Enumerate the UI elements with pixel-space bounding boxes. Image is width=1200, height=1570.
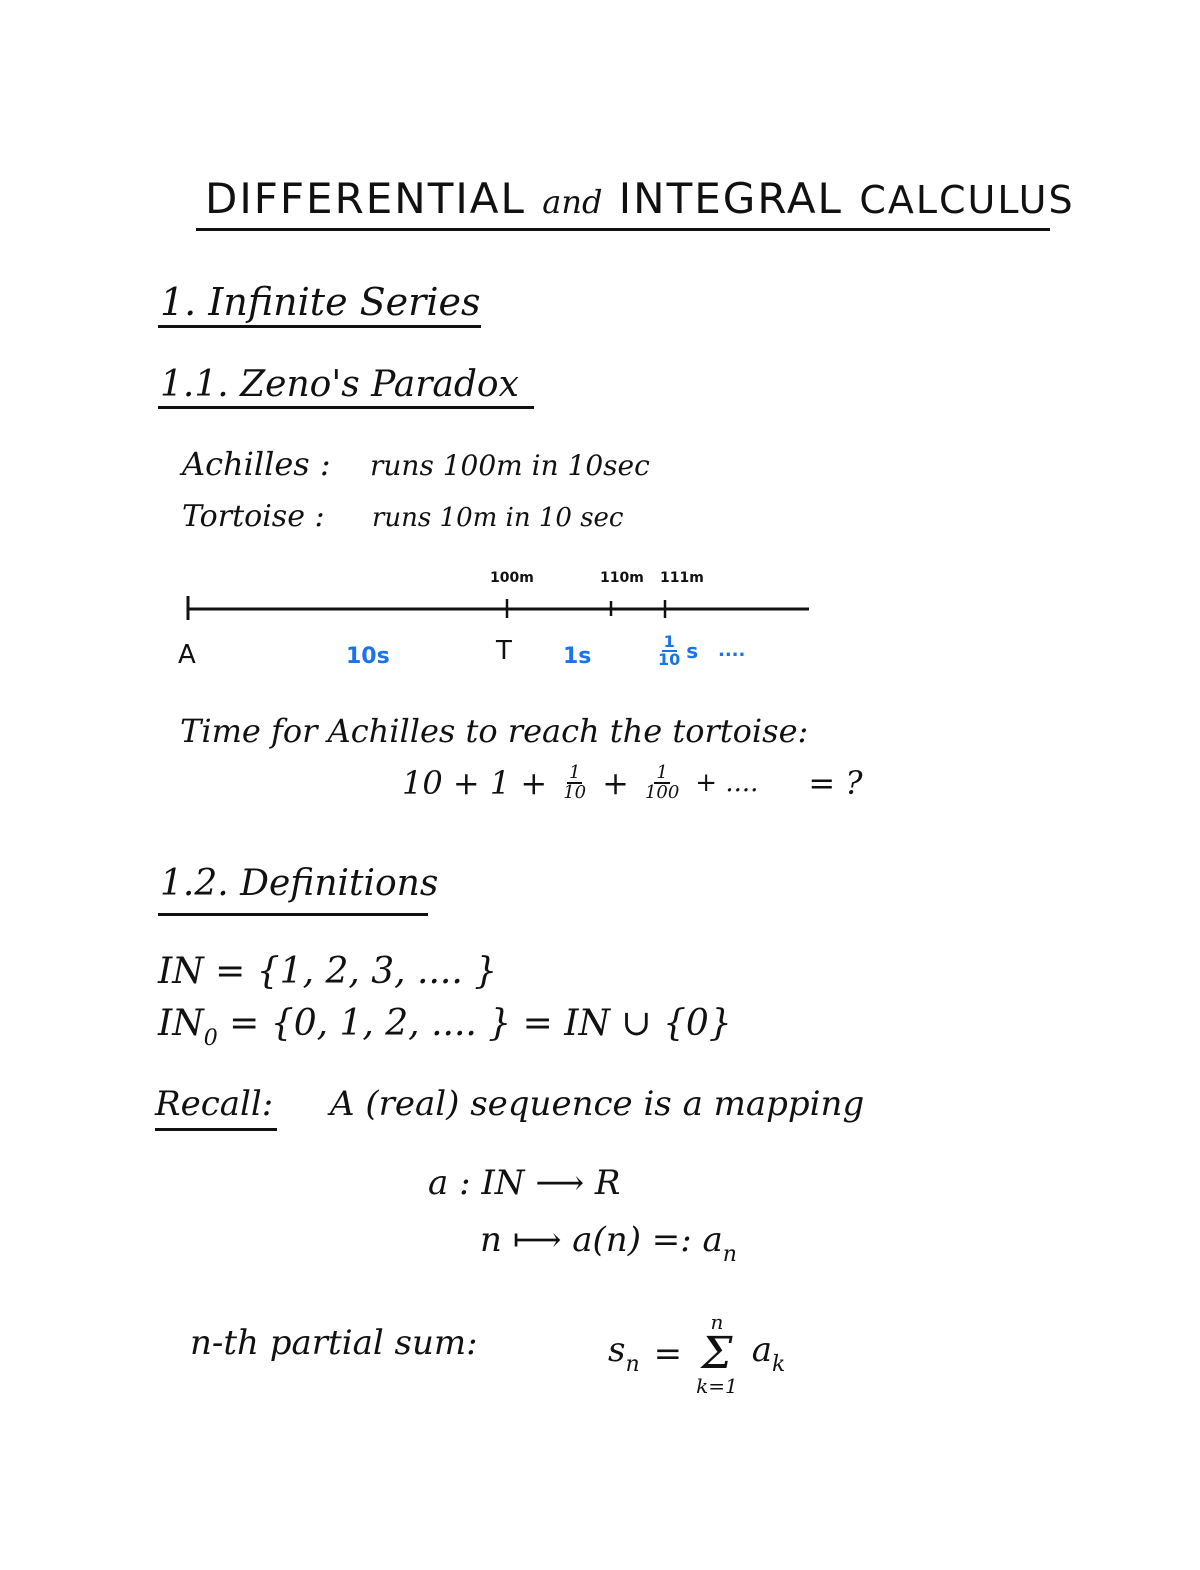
number-line: [185, 596, 811, 620]
mapping-2-sub: n: [722, 1242, 737, 1267]
partial-sum-lhs: [608, 1329, 640, 1377]
partial-sum-equals: =: [653, 1334, 683, 1374]
section-1-2-heading: 1.2. Definitions: [160, 863, 439, 904]
mapping-2-main: n ⟼ a(n) =: a: [480, 1220, 723, 1260]
partial-sum-s: s: [608, 1329, 626, 1370]
natural-numbers-zero-def: [158, 1003, 732, 1051]
sum-tail: + ....: [695, 768, 759, 798]
recall-text: A (real) sequence is a mapping: [330, 1084, 865, 1124]
segment-frac-den: 10: [658, 650, 681, 669]
sigma-term-a: a: [751, 1329, 773, 1370]
mapping-line-2: [480, 1220, 737, 1267]
title-part1: DIFFERENTIAL: [205, 174, 526, 223]
section-1-1-heading: 1.1. Zeno's Paradox: [160, 364, 519, 405]
achilles-desc: runs 100m in 10sec: [370, 449, 650, 482]
segment-label-tenth-s: [656, 634, 698, 668]
achilles-label: Achilles :: [182, 445, 331, 483]
tick-label-110m: 110m: [600, 570, 644, 586]
time-question: Time for Achilles to reach the tortoise:: [180, 712, 809, 750]
partial-sum-formula: [608, 1312, 785, 1396]
series-sum: [402, 764, 863, 802]
n0-symbol: IN: [158, 1003, 204, 1044]
sum-f1-num: 1: [568, 762, 581, 783]
point-a-label: A: [178, 640, 196, 670]
segment-ellipsis: ....: [718, 640, 746, 661]
tortoise-label: Tortoise :: [182, 499, 325, 534]
recall-label: Recall:: [155, 1084, 274, 1124]
tick-label-100m: 100m: [490, 570, 534, 586]
sum-lead: 10 + 1 +: [402, 764, 548, 802]
sum-result: = ?: [808, 764, 863, 802]
section-1-1-underline: [158, 406, 534, 409]
sigma-symbol: n Σ k=1: [696, 1310, 738, 1398]
mapping-line-1: a : IN ⟶ R: [428, 1163, 621, 1203]
title-underline: [196, 228, 1050, 231]
recall-underline: [155, 1128, 277, 1131]
title-part3: CALCULUS: [859, 178, 1075, 222]
segment-label-1s: 1s: [563, 644, 592, 669]
section-1-2-underline: [158, 913, 428, 916]
sum-plus: +: [602, 764, 629, 802]
sigma-term-sub: k: [772, 1351, 786, 1377]
n0-rest: = {0, 1, 2, .... } = IN ∪ {0}: [217, 1003, 732, 1044]
segment-label-10s: 10s: [346, 644, 390, 669]
sum-f2-den: 100: [644, 782, 680, 803]
point-t-label: T: [496, 636, 512, 666]
sum-f2-num: 1: [656, 762, 668, 783]
segment-frac-unit: s: [686, 639, 699, 663]
natural-numbers-def: IN = {1, 2, 3, .... }: [158, 951, 498, 992]
sum-fraction-1: [561, 764, 588, 802]
title-part2: INTEGRAL: [618, 174, 843, 223]
tick-label-111m: 111m: [660, 570, 704, 586]
sigma-term: [751, 1329, 786, 1377]
sigma-upper: n: [710, 1310, 724, 1334]
sum-f1-den: 10: [563, 782, 587, 803]
segment-frac-num: 1: [663, 632, 675, 651]
partial-sum-s-sub: n: [625, 1351, 640, 1377]
n0-subscript: 0: [203, 1026, 218, 1051]
section-1-underline: [158, 325, 481, 328]
sigma-lower: k=1: [696, 1374, 738, 1398]
sum-fraction-2: [643, 764, 681, 802]
section-1-heading: 1. Infinite Series: [160, 280, 481, 324]
tortoise-desc: runs 10m in 10 sec: [372, 503, 624, 533]
partial-sum-label: n-th partial sum:: [190, 1323, 478, 1363]
title-connector: and: [542, 183, 603, 221]
page-title: [205, 174, 1075, 223]
